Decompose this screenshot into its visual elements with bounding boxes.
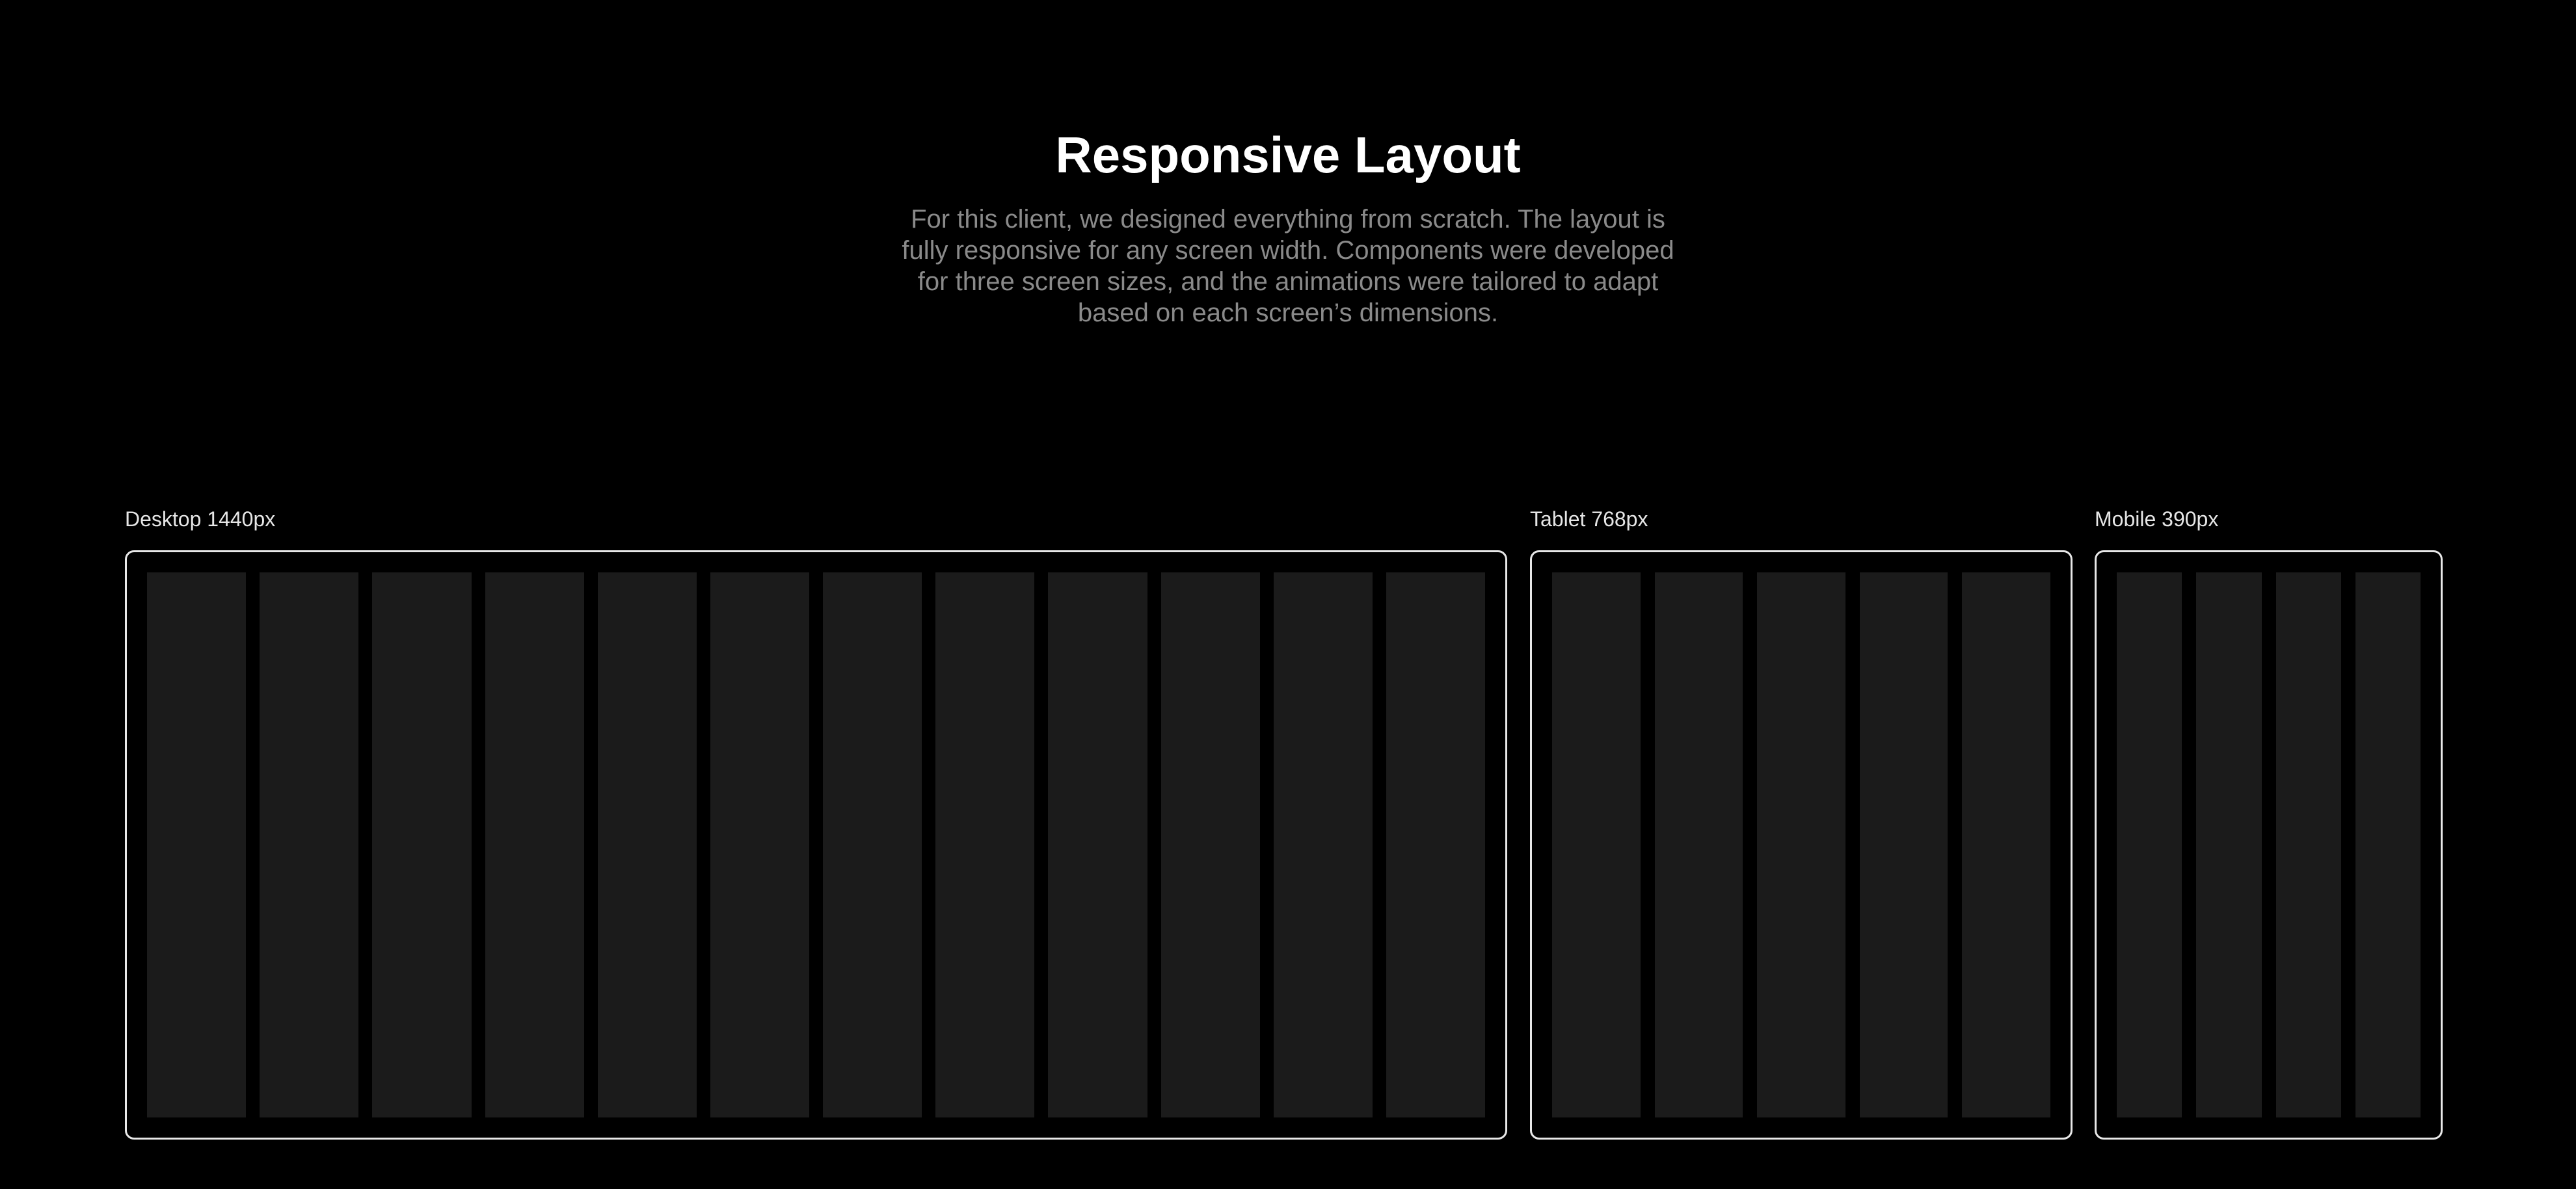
desktop-grid-column [710, 572, 809, 1117]
tablet-frame [1530, 550, 2073, 1140]
mobile-grid-column [2276, 572, 2341, 1117]
desktop-column-grid [147, 572, 1485, 1117]
desktop-grid-column [823, 572, 922, 1117]
desktop-grid-column [1161, 572, 1260, 1117]
desktop-grid-column [1274, 572, 1373, 1117]
mobile-grid-column [2355, 572, 2421, 1117]
tablet-grid-column [1860, 572, 1948, 1117]
tablet-column-grid [1552, 572, 2050, 1117]
mobile-grid-column [2117, 572, 2182, 1117]
desktop-grid-column [147, 572, 246, 1117]
mobile-frame [2095, 550, 2443, 1140]
page-title: Responsive Layout [1055, 126, 1521, 183]
desktop-grid-column [598, 572, 697, 1117]
desktop-frame-label: Desktop 1440px [125, 507, 276, 531]
mobile-column-grid [2117, 572, 2421, 1117]
page-description: For this client, we designed everything from scratch. The layout is fully responsive for any screen width. Components were developed for three screen sizes, and the animations were tailored to adapt based on each screen’s dimensions. [902, 205, 1674, 327]
desktop-grid-column [935, 572, 1034, 1117]
desktop-grid-column [485, 572, 584, 1117]
tablet-grid-column [1962, 572, 2050, 1117]
desktop-grid-column [260, 572, 358, 1117]
desktop-grid-column [1386, 572, 1485, 1117]
mobile-grid-column [2196, 572, 2261, 1117]
tablet-grid-column [1552, 572, 1641, 1117]
tablet-grid-column [1655, 572, 1743, 1117]
tablet-frame-label: Tablet 768px [1530, 507, 1648, 531]
mobile-frame-label: Mobile 390px [2095, 507, 2219, 531]
tablet-grid-column [1757, 572, 1845, 1117]
desktop-grid-column [1048, 572, 1147, 1117]
desktop-frame [125, 550, 1507, 1140]
desktop-grid-column [372, 572, 471, 1117]
